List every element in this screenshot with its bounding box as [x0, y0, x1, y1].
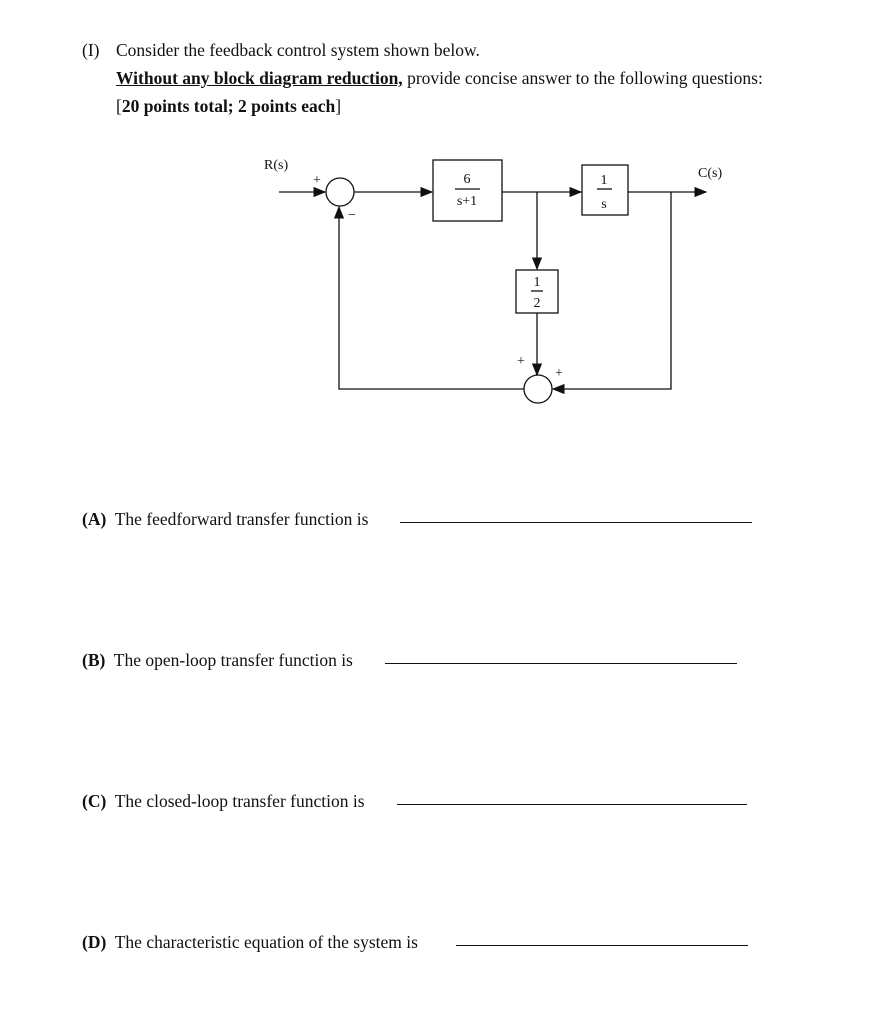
sign-plus-h: +: [517, 354, 525, 369]
bracket-close: ]: [335, 96, 342, 116]
g2-numerator: 1: [600, 173, 608, 188]
g1-denominator: s+1: [456, 194, 478, 209]
question-d-label: (D): [82, 932, 107, 952]
summing-junction-1: [326, 178, 354, 206]
answer-a-line[interactable]: [400, 522, 752, 523]
instruction-rest: provide concise answer to the following questions:: [402, 68, 763, 88]
summing-junction-2: [524, 375, 552, 403]
question-c-text: The closed-loop transfer function is: [114, 791, 365, 811]
question-b: [82, 650, 353, 671]
question-a-text: The feedforward transfer function is: [114, 509, 369, 529]
block-g1: [433, 160, 502, 221]
question-b-text: The open-loop transfer function is: [113, 650, 353, 670]
answer-c-line[interactable]: [397, 804, 747, 805]
intro-line: Consider the feedback control system shown below.: [116, 40, 480, 60]
h-denominator: 2: [533, 296, 541, 311]
g2-denominator: s: [601, 197, 607, 212]
bracket-open: [: [116, 96, 122, 116]
question-d: [82, 932, 418, 953]
block-diagram: [0, 0, 875, 420]
h-numerator: 1: [533, 275, 541, 290]
question-c: [82, 791, 365, 812]
sign-minus-feedback: −: [348, 208, 356, 223]
question-a-label: (A): [82, 509, 107, 529]
points-text: 20 points total; 2 points each: [121, 96, 336, 116]
instruction-emphasis: Without any block diagram reduction,: [116, 68, 403, 88]
answer-b-line[interactable]: [385, 663, 737, 664]
question-d-text: The characteristic equation of the system is: [114, 932, 418, 952]
answer-d-line[interactable]: [456, 945, 748, 946]
g1-numerator: 6: [463, 172, 471, 187]
question-a: [82, 509, 368, 530]
question-number: (I): [82, 40, 100, 60]
sign-plus-r: +: [313, 173, 321, 188]
question-c-label: (C): [82, 791, 107, 811]
question-b-label: (B): [82, 650, 106, 670]
input-label: R(s): [264, 158, 289, 173]
sign-plus-c: +: [555, 366, 563, 381]
output-label: C(s): [698, 166, 723, 181]
